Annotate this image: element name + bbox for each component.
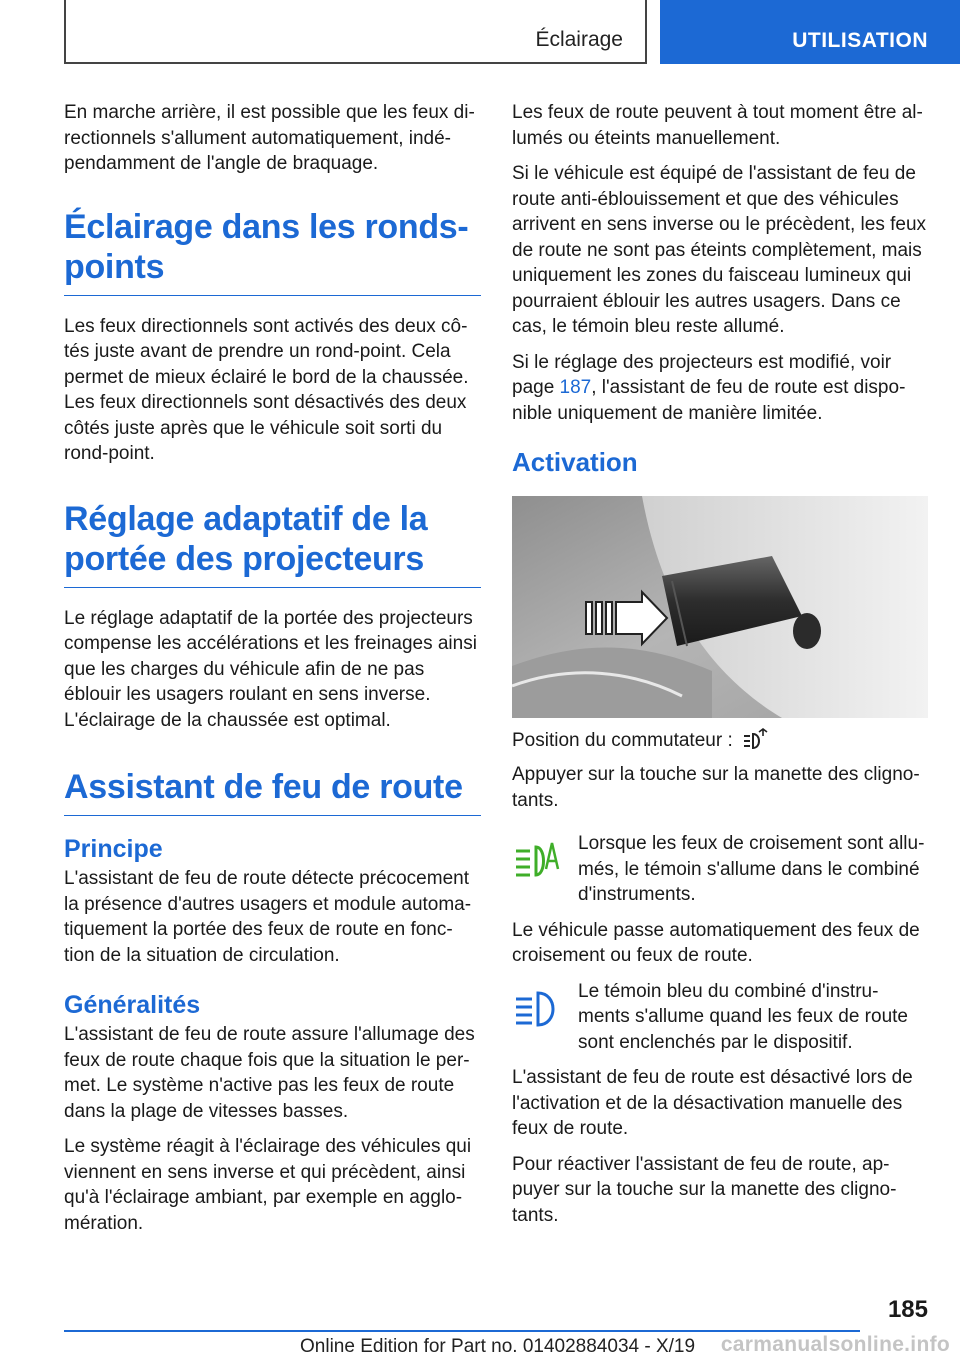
intro-paragraph: En marche arrière, il est possible que les feux di- rectionnels s'allument automatiquement, indé- pendamment de l'angle de braquage.: [64, 102, 475, 174]
high-beam-assist-switch-icon: [741, 728, 771, 754]
deactivation-paragraph: L'assistant de feu de route est désactivé lors de l'activation et de la désactivation manuelle des feux de route.: [512, 1067, 913, 1139]
header-chapter-tab: [660, 0, 960, 64]
heading-activation: Activation: [512, 447, 638, 477]
footer-edition: Online Edition for Part no. 01402884034 - X/19: [300, 1336, 696, 1357]
headlight-range-paragraph: Le réglage adaptatif de la portée des projecteurs compense les accélérations et les freinages ainsi que les charges du véhicule afin de ne pas éblouir les usagers roulant en sens inverse. L'éclairage de la chaussée est optimal.: [64, 607, 477, 731]
header-section-title: Éclairage: [535, 28, 623, 51]
subheading-principe: Principe: [64, 835, 163, 863]
heading-headlight-range: Réglage adaptatif de la portée des projecteurs: [64, 499, 428, 578]
header-section-box: [64, 0, 647, 64]
headlight-adjust-paragraph: [512, 350, 928, 427]
high-beam-assist-indicator-icon: [512, 839, 562, 879]
page-reference-link[interactable]: 187: [559, 377, 592, 398]
subheading-generalites: Généralités: [64, 991, 201, 1019]
headlight-adjust-text-a: Si le réglage des projecteurs est modifié, voir page: [512, 351, 892, 398]
auto-switch-paragraph: Le véhicule passe automatiquement des feux de croisement ou feux de route.: [512, 919, 920, 966]
heading-rule: [64, 295, 481, 296]
footer-watermark[interactable]: carmanualsonline.info: [720, 1333, 950, 1356]
left-column: [64, 100, 481, 1246]
indicator-row-2: [512, 979, 928, 1056]
right-column: [512, 100, 928, 1238]
indicator-row-1: [512, 831, 928, 908]
indicator-1-text: Lorsque les feux de croisement sont allu- més, le témoin s'allume dans le combiné d'instruments.: [578, 833, 925, 905]
heading-roundabout: Éclairage dans les ronds- points: [64, 207, 469, 286]
indicator-2-text: Le témoin bleu du combiné d'instru- ments s'allume quand les feux de route sont enclenchés par le dispositif.: [578, 980, 908, 1053]
page-number: 185: [887, 1296, 928, 1323]
heading-rule: [64, 815, 481, 816]
footer-rule: [64, 1330, 860, 1332]
reactivation-paragraph: Pour réactiver l'assistant de feu de route, ap- puyer sur la touche sur la manette des cligno- tants.: [512, 1153, 897, 1226]
high-beam-indicator-icon: [512, 987, 562, 1027]
principe-paragraph: L'assistant de feu de route détecte précocement la présence d'autres usagers et module automa- tiquement la portée des feux de route en fonc- tion de la situation de circulation.: [64, 868, 472, 966]
turn-signal-stalk-photo: [512, 496, 928, 718]
press-stalk-paragraph: Appuyer sur la touche sur la manette des cligno- tants.: [512, 764, 920, 811]
generalites-paragraph-2: Le système réagit à l'éclairage des véhicules qui viennent en sens inverse et qui précèdent, ainsi qu'à l'éclairage ambiant, par exemple en agglo- mération.: [64, 1136, 472, 1234]
switch-position-line: [512, 728, 928, 754]
heading-rule: [64, 587, 481, 588]
generalites-paragraph-1: L'assistant de feu de route assure l'allumage des feux de route chaque fois que la situation le per- met. Le système n'active pas les feux de route dans la plage de vitesses basses.: [64, 1024, 475, 1122]
heading-high-beam-assistant: Assistant de feu de route: [64, 768, 463, 806]
header-chapter-label: UTILISATION: [792, 29, 928, 52]
manual-switch-paragraph: Les feux de route peuvent à tout moment être al- lumés ou éteints manuellement.: [512, 102, 923, 149]
headlight-adjust-text-b: , l'assistant de feu de route est dispo- nible uniquement de manière limitée.: [512, 377, 906, 424]
anti-glare-paragraph: Si le véhicule est équipé de l'assistant de feu de route anti-éblouissement et que des véhicules arrivent en sens inverse ou le précèdent, les feux de route ne sont pas éteints complètement, mais uniquement les zones du faisceau lumineux qui pourraient éblouir les autres usagers. Dans ce cas, le témoin bleu reste allumé.: [512, 163, 927, 337]
roundabout-paragraph: Les feux directionnels sont activés des deux cô- tés juste avant de prendre un rond-point. Cela permet de mieux éclairé le bord de la chaussée. Les feux directionnels sont désactivés des deux côtés juste après que le véhicule soit sorti du rond-point.: [64, 315, 469, 464]
switch-position-label: Position du commutateur :: [512, 730, 733, 752]
